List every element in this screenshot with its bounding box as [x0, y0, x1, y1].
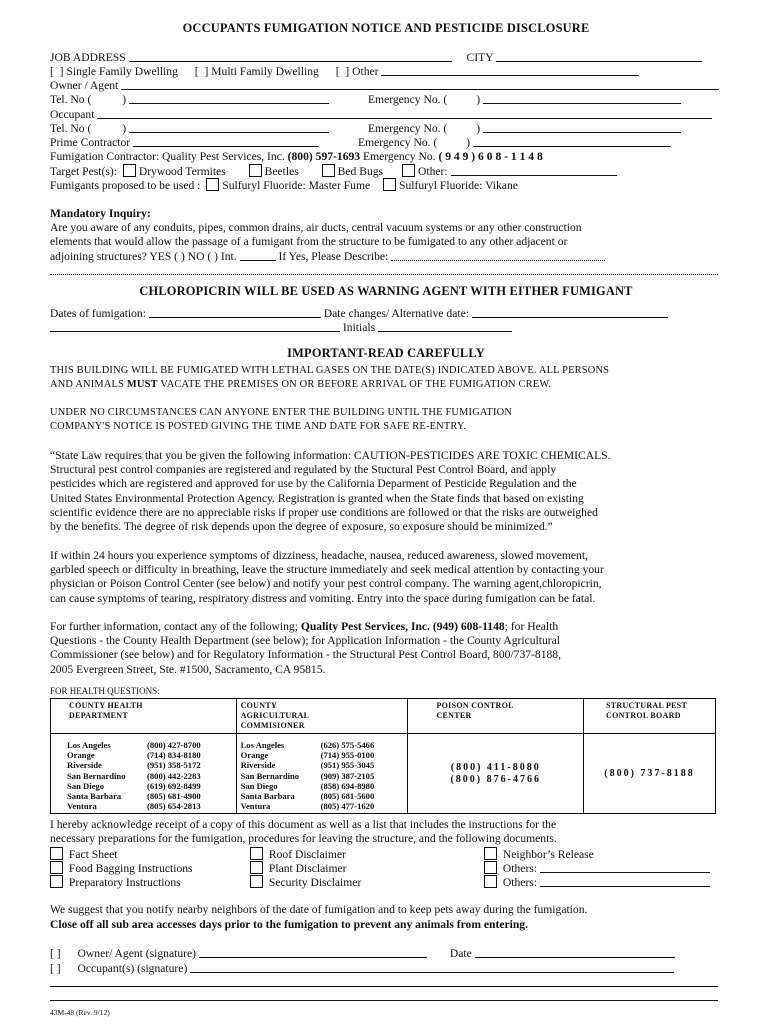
single-family-checkbox[interactable]: [ ]: [50, 65, 64, 78]
dates-of-fumigation-field[interactable]: [149, 306, 321, 318]
bed-bugs-label: Bed Bugs: [337, 165, 384, 178]
other-field[interactable]: [381, 64, 639, 76]
dwelling-type-row: [50, 64, 639, 79]
target-pests-row: [50, 164, 617, 179]
occupant-signature-checkbox[interactable]: [ ]: [50, 962, 61, 975]
drywood-termites-label: Drywood Termites: [138, 165, 226, 178]
int-field[interactable]: [240, 249, 276, 261]
target-pests-label: Target Pest(s):: [50, 165, 117, 178]
ag-row: San Bernardino (909) 387-2105: [240, 770, 375, 781]
important-heading: IMPORTANT-READ CAREFULLY: [287, 346, 485, 360]
others-checkbox-1[interactable]: [484, 861, 497, 874]
neighbor-release-checkbox[interactable]: [484, 847, 497, 860]
pest-board-phone: (800) 737-8188: [604, 767, 695, 779]
contractor-emergency-phone: ( 9 4 9 ) 6 0 8 - 1 1 4 8: [438, 150, 543, 163]
single-family-label: Single Family Dwelling: [66, 65, 178, 78]
master-fume-checkbox[interactable]: [206, 178, 219, 191]
food-bagging-checkbox[interactable]: [50, 861, 63, 874]
others-field-2[interactable]: [540, 875, 710, 887]
important-line-2: [50, 378, 551, 392]
symptoms-line: garbled speech or difficulty in breathing, leave the structure immediately and seek medical attention by contacting your: [50, 563, 604, 577]
form-code: 43M-48 (Rev. 9/12): [50, 1008, 110, 1017]
blank-line-1[interactable]: [50, 986, 718, 987]
roof-disclaimer-checkbox[interactable]: [250, 847, 263, 860]
further-info-tail: ; for Health: [504, 620, 559, 633]
occupant-tel-field[interactable]: [129, 121, 329, 133]
fact-sheet-checkbox[interactable]: [50, 847, 63, 860]
beetles-checkbox[interactable]: [249, 164, 262, 177]
owner-emergency-field[interactable]: [483, 92, 681, 104]
ack-line-1: I hereby acknowledge receipt of a copy of this document as well as a list that includes the instructions for the: [50, 818, 557, 831]
further-info-line: Commissioner (see below) and for Regulatory Information - the Structural Pest Control Board, 800/737-8188,: [50, 648, 561, 662]
ag-row: Orange (714) 955-0100: [240, 750, 375, 761]
date-changes-label: Date changes/ Alternative date:: [323, 307, 469, 320]
owner-agent-field[interactable]: [121, 78, 719, 90]
occupant-tel-row: Tel. No ( ) Emergency No. ( ): [50, 121, 681, 136]
initials-label: Initials: [342, 321, 376, 334]
prime-contractor-field[interactable]: [133, 135, 319, 147]
emergency-label: Emergency No. (: [367, 122, 448, 135]
others-item-1: Others:: [484, 861, 710, 876]
county-health-header: COUNTY HEALTH DEPARTMENT: [51, 699, 237, 734]
occupant-emergency-field[interactable]: [483, 121, 681, 133]
state-law-line: United States Environmental Protection Agency. Registration is granted when the State finds that based on existing: [50, 491, 584, 505]
symptoms-line: If within 24 hours you experience symptoms of dizziness, headache, nausea, reduced awareness, slowed movement,: [50, 549, 588, 562]
occupant-signature-field[interactable]: [190, 961, 674, 973]
state-law-line: scientific evidence there are no appreciable risks if proper use conditions are followed or that the risks are outweighed: [50, 505, 598, 519]
further-info-intro: For further information, contact any of the following;: [50, 620, 298, 633]
prime-contractor-label: Prime Contractor: [50, 136, 131, 149]
contractor-emergency-label: Emergency No.: [363, 150, 436, 163]
important-line-4: COMPANY'S NOTICE IS POSTED GIVING THE TIME AND DATE FOR SAFE RE-ENTRY.: [50, 421, 467, 432]
contractor-phone: (800) 597-1693: [287, 150, 361, 163]
owner-agent-row: [50, 78, 719, 93]
dates-of-fumigation-label: Dates of fumigation:: [50, 307, 146, 320]
neighbor-release-item: Neighbor’s Release: [484, 847, 594, 862]
job-address-label: JOB ADDRESS: [50, 51, 126, 64]
state-law-line: Structural pest control companies are registered and regulated by the Stuctural Pest Control Board, and apply: [50, 463, 557, 477]
ag-commissioner-list: [236, 734, 408, 814]
other-pest-label: Other:: [417, 165, 448, 178]
occupant-signature-label: Occupant(s) (signature): [77, 962, 188, 975]
mandatory-line-2: elements that would allow the passage of a fumigant from the structure to be fumigated to any other adjacent or: [50, 235, 568, 248]
other-label: Other: [352, 65, 379, 78]
health-row: San Bernardino (800) 442-2283: [67, 770, 201, 781]
fumigants-row: [50, 178, 518, 193]
owner-signature-field[interactable]: [199, 946, 427, 958]
chloropicrin-heading: CHLOROPICRIN WILL BE USED AS WARNING AGENT WITH EITHER FUMIGANT: [139, 284, 633, 298]
date-changes-field[interactable]: [472, 306, 668, 318]
occupant-signature-row: [50, 961, 674, 976]
initials-field[interactable]: [378, 320, 512, 332]
city-field[interactable]: [496, 50, 702, 62]
tel-label: Tel. No (: [50, 122, 92, 135]
mandatory-inquiry-heading: Mandatory Inquiry:: [50, 207, 151, 220]
health-row: Santa Barbara (805) 681-4900: [67, 791, 201, 802]
important-line-2c: VACATE THE PREMISES ON OR BEFORE ARRIVAL OF THE FUMIGATION CREW.: [160, 379, 552, 390]
health-contacts-table: [50, 698, 716, 814]
important-line-1: THIS BUILDING WILL BE FUMIGATED WITH LETHAL GASES ON THE DATE(S) INDICATED ABOVE. ALL PERSONS: [50, 365, 610, 376]
plant-disclaimer-item: Plant Disclaimer: [250, 861, 347, 876]
ag-row: Santa Barbara (805) 681-5600: [240, 791, 375, 802]
date-label: Date: [449, 947, 472, 960]
must-emphasis: MUST: [126, 379, 158, 390]
occupant-label: Occupant: [50, 108, 95, 121]
fumigants-label: Fumigants proposed to be used :: [50, 179, 201, 192]
occupant-row: [50, 107, 712, 122]
state-law-line: by the benefits. The degree of risk depends upon the degree of exposure, so exposure should be minimized.”: [50, 520, 553, 534]
roof-disclaimer-item: Roof Disclaimer: [250, 847, 346, 862]
security-disclaimer-checkbox[interactable]: [250, 875, 263, 888]
owner-tel-row: Tel. No ( ) Emergency No. ( ): [50, 92, 681, 107]
ag-row: Los Angeles (626) 575-5466: [240, 740, 375, 750]
drywood-termites-checkbox[interactable]: [123, 164, 136, 177]
other-pest-field[interactable]: [451, 164, 617, 176]
state-law-line: pesticides which are registered and approved for use by the California Deparment of Pesticide Regulation and the: [50, 477, 577, 491]
dates-row: [50, 306, 668, 321]
pest-board-header: STRUCTURAL PEST CONTROL BOARD: [584, 699, 716, 734]
owner-signature-checkbox[interactable]: [ ]: [50, 947, 61, 960]
poison-control-header: POISON CONTROL CENTER: [408, 699, 584, 734]
ag-commissioner-header: COUNTY AGRICULTURAL COMMISIONER: [236, 699, 408, 734]
initials-row: [50, 320, 512, 335]
vikane-label: Sulfuryl Fluoride: Vikane: [399, 179, 518, 192]
prime-contractor-row: Prime Contractor Emergency No. ( ): [50, 135, 671, 150]
owner-tel-field[interactable]: [129, 92, 329, 104]
tel-label: Tel. No (: [50, 93, 92, 106]
further-info-company: Quality Pest Services, Inc. (949) 608-1148: [300, 620, 505, 633]
ack-line-2: necessary preparations for the fumigation, procedures for leaving the structure, and the following documents.: [50, 832, 557, 845]
important-line-3: UNDER NO CIRCUMSTANCES CAN ANYONE ENTER THE BUILDING UNTIL THE FUMIGATION: [50, 407, 513, 418]
describe-label: If Yes, Please Describe:: [278, 250, 389, 263]
beetles-label: Beetles: [264, 165, 299, 178]
describe-continuation: [50, 263, 718, 278]
symptoms-paragraph: [50, 549, 722, 606]
state-law-line: “State Law requires that you be given the following information: CAUTION-PESTICIDES ARE TOXIC CHEMICALS.: [50, 449, 611, 462]
ag-row: San Diego (858) 694-8980: [240, 780, 375, 791]
other-pest-checkbox[interactable]: [402, 164, 415, 177]
state-law-paragraph: [50, 449, 722, 534]
health-row: San Diego (619) 692-8499: [67, 780, 201, 791]
poison-control-phones: [408, 734, 584, 814]
ag-row: Riverside (951) 955-3045: [240, 760, 375, 771]
owner-signature-label: Owner/ Agent (signature): [77, 947, 197, 960]
yes-no-question: adjoining structures? YES ( ) NO ( ) Int.: [50, 250, 237, 263]
master-fume-label: Sulfuryl Fluoride: Master Fume: [222, 179, 371, 192]
date-field[interactable]: [475, 946, 675, 958]
health-questions-label: FOR HEALTH QUESTIONS:: [50, 686, 160, 696]
city-label: CITY: [466, 51, 494, 64]
county-health-list: [51, 734, 237, 814]
security-disclaimer-item: Security Disclaimer: [250, 875, 361, 890]
mandatory-line-1: Are you aware of any conduits, pipes, common drains, air ducts, central vacuum systems or any other construction: [50, 221, 582, 234]
plant-disclaimer-checkbox[interactable]: [250, 861, 263, 874]
multi-family-label: Multi Family Dwelling: [211, 65, 319, 78]
job-address-row: [50, 50, 702, 65]
owner-agent-label: Owner / Agent: [50, 79, 119, 92]
multi-family-checkbox[interactable]: [ ]: [194, 65, 209, 78]
health-row: Los Angeles (800) 427-8700: [67, 740, 201, 750]
preparatory-item: Preparatory Instructions: [50, 875, 181, 890]
other-checkbox[interactable]: [ ]: [335, 65, 350, 78]
health-row: Riverside (951) 358-5172: [67, 760, 201, 771]
further-info-line: Questions - the County Health Department (see below); for Application Information - the County Agricultural: [50, 634, 561, 648]
bed-bugs-checkbox[interactable]: [322, 164, 335, 177]
suggest-line-1: We suggest that you notify nearby neighbors of the date of fumigation and to keep pets away during the fumigation.: [50, 903, 588, 916]
pest-board-phone-cell: [584, 734, 716, 814]
emergency-label: Emergency No. (: [367, 93, 448, 106]
describe-field-line-2[interactable]: [50, 263, 718, 275]
symptoms-line: physician or Poison Control Center (see below) and notify your pest control company. The warning agent,chloropicrin,: [50, 577, 602, 591]
others-item-2: Others:: [484, 875, 710, 890]
others-checkbox-2[interactable]: [484, 875, 497, 888]
suggest-line-2: Close off all sub area accesses days prior to the fumigation to prevent any animals from entering.: [50, 918, 528, 931]
preparatory-checkbox[interactable]: [50, 875, 63, 888]
dates-continuation-field[interactable]: [50, 320, 340, 332]
occupant-field[interactable]: [97, 107, 712, 119]
poison-phone-2: (800) 876-4766: [450, 773, 541, 785]
fact-sheet-item: Fact Sheet: [50, 847, 118, 862]
emergency-label: Emergency No. (: [357, 136, 438, 149]
health-row: Ventura (805) 654-2813: [67, 801, 201, 812]
job-address-field[interactable]: [129, 50, 452, 62]
further-info-paragraph: [50, 620, 722, 677]
owner-signature-row: [50, 946, 675, 961]
health-row: Orange (714) 834-8180: [67, 750, 201, 761]
blank-line-2[interactable]: [50, 1000, 718, 1001]
vikane-checkbox[interactable]: [383, 178, 396, 191]
important-line-2a: AND ANIMALS: [50, 379, 125, 390]
mandatory-line-3: [50, 249, 605, 264]
fumigation-contractor-row: [50, 150, 543, 164]
symptoms-line: can cause symptoms of tearing, respiratory distress and vomiting. Entry into the space during fumigation can be fatal.: [50, 591, 596, 605]
further-info-line: 2005 Evergreen Street, Ste. #1500, Sacramento, CA 95815.: [50, 662, 326, 676]
describe-field[interactable]: [391, 249, 605, 261]
food-bagging-item: Food Bagging Instructions: [50, 861, 193, 876]
fumigation-contractor-label: Fumigation Contractor: Quality Pest Services, Inc.: [50, 150, 285, 163]
prime-emergency-field[interactable]: [473, 135, 671, 147]
poison-phone-1: (800) 411-8080: [450, 761, 541, 773]
document-title: OCCUPANTS FUMIGATION NOTICE AND PESTICIDE DISCLOSURE: [182, 21, 590, 35]
others-field-1[interactable]: [540, 861, 710, 873]
ag-row: Ventura (805) 477-1620: [240, 801, 375, 812]
